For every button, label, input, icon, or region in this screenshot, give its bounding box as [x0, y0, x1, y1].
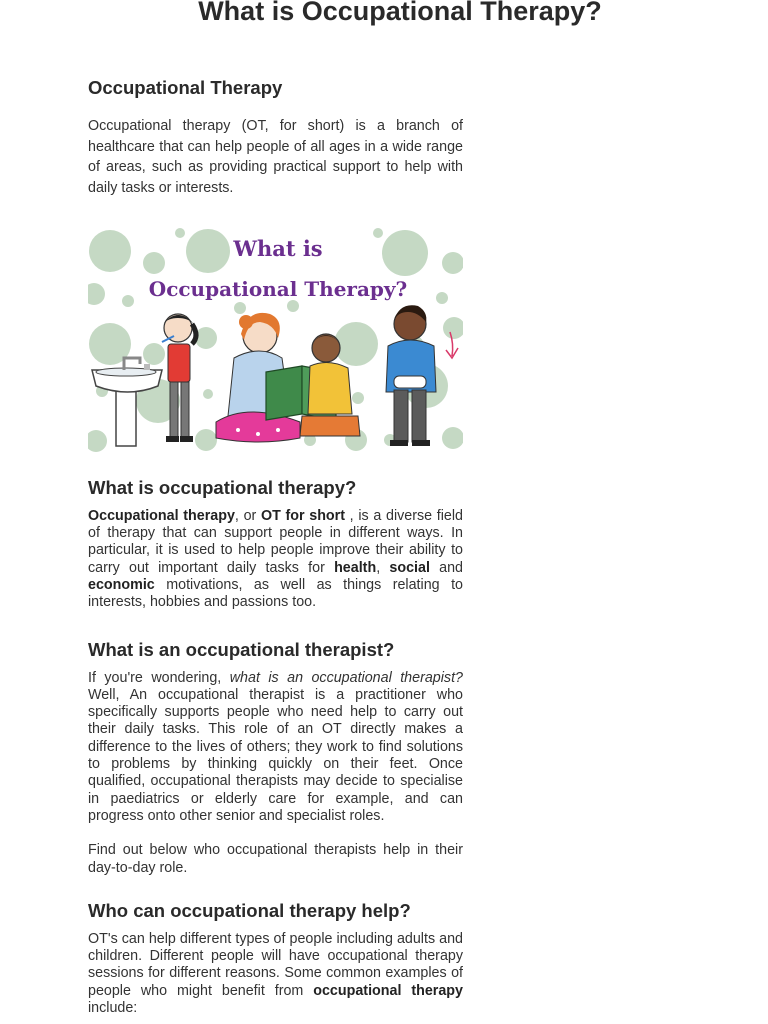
what-is-therapist-heading: What is an occupational therapist?	[88, 638, 395, 660]
hero-title-line2: Occupational Therapy?	[148, 276, 408, 301]
who-can-help-paragraph: OT's can help different types of people including adults and children. Different people will have occupational therapy sessions for different reasons. Some common examples of people who might benefit from occupational therapy include:	[88, 930, 463, 1017]
page-title: What is Occupational Therapy?	[198, 0, 602, 26]
intro-paragraph: Occupational therapy (OT, for short) is a branch of healthcare that can help people of all ages in a wide range of areas, such as providing practical support to help with daily tasks or interests.	[88, 118, 463, 197]
therapist-question: what is an occupational therapist?	[229, 669, 463, 686]
find-out-paragraph: Find out below who occupational therapists help in their day-to-day role.	[88, 842, 463, 876]
term-occupational-therapy-2: occupational therapy	[313, 982, 463, 999]
term-social: social	[389, 559, 430, 576]
what-is-ot-heading: What is occupational therapy?	[88, 476, 357, 498]
standing-boy-icon	[386, 305, 436, 446]
term-ot-for-short: OT for short	[260, 507, 345, 524]
girl-figure-icon	[162, 314, 196, 442]
what-is-therapist-paragraph: If you're wondering, what is an occupational therapist? Well, An occupational therapist is a practitioner who specifically supports people who need help to carry out their daily tasks. This role of an OT directly makes a difference to the lives of others; they work to find solutions to problems by thinking quickly on their feet. Once qualified, occupational therapists may decide to specialise in paediatrics or elderly care for example, and can progress onto other senior and specialist roles.	[88, 669, 463, 824]
term-economic: economic	[88, 577, 155, 593]
hero-illustration	[88, 226, 463, 454]
hero-title-line1: What is	[233, 235, 323, 261]
what-is-ot-paragraph: Occupational therapy, or OT for short , is a diverse field of therapy that can support people in different ways. In particular, it is used to help people improve their ability to carry out important daily tasks for health, social and economic motivations, as well as things relating to interests, hobbies and passions too.	[88, 507, 464, 611]
term-occupational-therapy: Occupational therapy	[88, 507, 235, 524]
who-can-help-heading: Who can occupational therapy help?	[88, 899, 411, 921]
term-health: health	[334, 559, 377, 576]
intro-heading: Occupational Therapy	[88, 77, 283, 98]
article-body	[88, 76, 463, 1017]
